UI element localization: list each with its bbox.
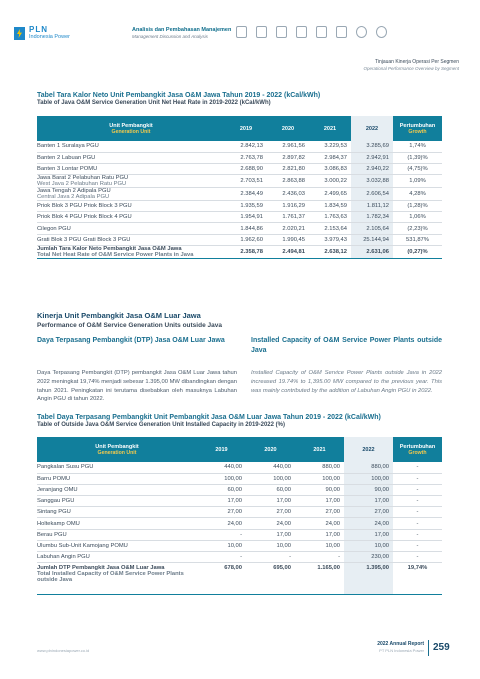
table-cell: 2.688,90 bbox=[225, 163, 267, 174]
row-label: Sintang PGU bbox=[37, 507, 197, 518]
financial-icon[interactable] bbox=[316, 26, 327, 38]
total-cell: 2.638,12 bbox=[309, 245, 351, 258]
table-cell: 2.863,88 bbox=[267, 175, 309, 188]
table-cell: 17,00 bbox=[246, 496, 295, 507]
total-cell: 695,00 bbox=[246, 563, 295, 595]
col-header-2019: 2019 bbox=[197, 437, 246, 462]
table-cell: - bbox=[393, 484, 442, 495]
row-label: Banten 2 Labuan PGU bbox=[37, 152, 225, 163]
table-row bbox=[37, 484, 442, 495]
total-cell: 2.494,81 bbox=[267, 245, 309, 258]
table2-subtitle: Table of Outside Java O&M Service Generation Unit Installed Capacity in 2019-2022 (%) bbox=[37, 422, 285, 428]
right-column-text: Installed Capacity of O&M Service Power Plants outside Java in 2022 increased 19.74% to 1,395.00 MW compared to the previous year. This was mainly contributed by the addition of Labuhan Angin PGU in 2022. bbox=[251, 370, 442, 394]
segment-header bbox=[363, 59, 459, 71]
row-label: Sanggau PGU bbox=[37, 496, 197, 507]
table-cell: 1.935,59 bbox=[225, 201, 267, 212]
installed-capacity-table bbox=[37, 437, 442, 595]
row-label: Cilegon PGU bbox=[37, 223, 225, 234]
table-row bbox=[37, 212, 442, 223]
col-header-2022: 2022 bbox=[344, 437, 393, 462]
table-row bbox=[37, 223, 442, 234]
chapter-nav bbox=[236, 26, 396, 38]
table-cell: 27,00 bbox=[197, 507, 246, 518]
table-row bbox=[37, 163, 442, 174]
row-label: Pangkalan Susu PGU bbox=[37, 462, 197, 473]
gear-icon[interactable] bbox=[356, 26, 367, 38]
footer-divider bbox=[428, 640, 429, 656]
table-cell: 531,87% bbox=[393, 234, 442, 245]
total-cell: 1.165,00 bbox=[295, 563, 344, 595]
table-cell: 880,00 bbox=[344, 462, 393, 473]
table1-title-block bbox=[37, 92, 320, 106]
table-cell: 60,00 bbox=[246, 484, 295, 495]
profile-icon[interactable] bbox=[236, 26, 247, 38]
table-cell: - bbox=[393, 507, 442, 518]
col-header-unit: Unit Pembangkit Generation Unit bbox=[37, 116, 225, 141]
heat-rate-table bbox=[37, 116, 442, 259]
table-cell: 1.834,59 bbox=[309, 201, 351, 212]
table1-subtitle: Table of Java O&M Service Generation Unit Net Heat Rate in 2019-2022 (kCal/kWh) bbox=[37, 100, 271, 106]
governance-icon[interactable] bbox=[276, 26, 287, 38]
section-title: Kinerja Unit Pembangkit Jasa O&M Luar Jawa bbox=[37, 311, 201, 320]
table-cell: 1.811,12 bbox=[351, 201, 393, 212]
table-cell: 17,00 bbox=[197, 496, 246, 507]
total-label: Jumlah DTP Pembangkit Jasa O&M Luar Jawa Total Installed Capacity of O&M Service Power Plants outside Java bbox=[37, 563, 197, 595]
table-cell: 1.763,63 bbox=[309, 212, 351, 223]
table-cell: - bbox=[393, 473, 442, 484]
page-number: 259 bbox=[433, 642, 450, 653]
total-cell: 2.358,78 bbox=[225, 245, 267, 258]
row-label: Holtekamp OMU bbox=[37, 518, 197, 529]
table2-title: Tabel Daya Terpasang Pembangkit Unit Pembangkit Jasa O&M Luar Jawa Tahun 2019 - 2022 (kCal/kWh) bbox=[37, 414, 381, 421]
report-company: PT PLN Indonesia Power bbox=[379, 648, 424, 653]
row-label: Berau PGU bbox=[37, 529, 197, 540]
table-cell: - bbox=[246, 552, 295, 563]
pln-logo-icon bbox=[14, 27, 25, 40]
table2-title-block bbox=[37, 414, 381, 428]
row-label: Jawa Tengah 2 Adipala PGU Central Java 2 Adipala PGU bbox=[37, 188, 225, 201]
col-header-growth: Pertumbuhan Growth bbox=[393, 437, 442, 462]
table-cell: 90,00 bbox=[344, 484, 393, 495]
table-cell: 10,00 bbox=[344, 540, 393, 551]
left-column-text: Daya Terpasang Pembangkit (DTP) pembangkit Jasa O&M Luar Jawa tahun 2022 meningkat 19,74% menjadi sebesar 1.395,00 MW dibandingkan dengan tahun 2021. Peningkatan ini terutama disebabkan oleh masuknya Labuhan Angin PGU di tahun 2022. bbox=[37, 370, 237, 403]
table-cell: (1,28)% bbox=[393, 201, 442, 212]
table-cell: 60,00 bbox=[197, 484, 246, 495]
table-cell: 24,00 bbox=[344, 518, 393, 529]
table-cell: 17,00 bbox=[344, 496, 393, 507]
table-cell: 100,00 bbox=[295, 473, 344, 484]
row-label: Priok Blok 4 PGU Priok Block 4 PGU bbox=[37, 212, 225, 223]
table-cell: (1,39)% bbox=[393, 152, 442, 163]
table-cell: 1,09% bbox=[393, 175, 442, 188]
table-cell: 90,00 bbox=[295, 484, 344, 495]
company-logo bbox=[14, 26, 70, 41]
segment-title-en: Operational Performance Overview by Segment bbox=[363, 66, 459, 71]
col-header-2021: 2021 bbox=[295, 437, 344, 462]
table-cell: (4,75)% bbox=[393, 163, 442, 174]
col-header-2021: 2021 bbox=[309, 116, 351, 141]
section-heading bbox=[37, 311, 222, 329]
table-row bbox=[37, 141, 442, 152]
col-header-2020: 2020 bbox=[267, 116, 309, 141]
table-cell: - bbox=[393, 496, 442, 507]
table-row bbox=[37, 152, 442, 163]
total-cell: 678,00 bbox=[197, 563, 246, 595]
table-cell: 17,00 bbox=[295, 496, 344, 507]
row-label: Priok Blok 3 PGU Priok Block 3 PGU bbox=[37, 201, 225, 212]
table-row bbox=[37, 507, 442, 518]
table-cell: 2.961,56 bbox=[267, 141, 309, 152]
total-row bbox=[37, 563, 442, 595]
table-cell: 2.105,64 bbox=[351, 223, 393, 234]
table-cell: 2.842,13 bbox=[225, 141, 267, 152]
table-row bbox=[37, 529, 442, 540]
table-cell: - bbox=[393, 540, 442, 551]
table-row bbox=[37, 234, 442, 245]
chapter-title-id: Analisis dan Pembahasan Manajemen bbox=[132, 27, 232, 33]
table-cell: 10,00 bbox=[295, 540, 344, 551]
table-cell: - bbox=[393, 552, 442, 563]
col-header-growth: Pertumbuhan Growth bbox=[393, 116, 442, 141]
table-row bbox=[37, 552, 442, 563]
col-header-2019: 2019 bbox=[225, 116, 267, 141]
table-cell: 17,00 bbox=[246, 529, 295, 540]
table-cell: 2.606,54 bbox=[351, 188, 393, 201]
table-cell: 3.229,53 bbox=[309, 141, 351, 152]
table-row bbox=[37, 518, 442, 529]
table1-title: Tabel Tara Kalor Neto Unit Pembangkit Jasa O&M Jawa Tahun 2019 - 2022 (kCal/kWh) bbox=[37, 92, 321, 99]
section-subtitle: Performance of O&M Service Generation Units outside Java bbox=[37, 322, 222, 329]
total-cell: (0,27)% bbox=[393, 245, 442, 258]
table-cell: 27,00 bbox=[344, 507, 393, 518]
row-label: Jawa Barat 2 Pelabuhan Ratu PGU West Java 2 Pelabuhan Ratu PGU bbox=[37, 175, 225, 188]
table-cell: 4,28% bbox=[393, 188, 442, 201]
table-cell: 1.916,29 bbox=[267, 201, 309, 212]
table-cell: 100,00 bbox=[197, 473, 246, 484]
total-cell: 1.395,00 bbox=[344, 563, 393, 595]
table-cell: - bbox=[393, 518, 442, 529]
chapter-title bbox=[132, 27, 231, 39]
table-row bbox=[37, 188, 442, 201]
total-cell: 19,74% bbox=[393, 563, 442, 595]
table-row bbox=[37, 201, 442, 212]
table-cell: 2.897,82 bbox=[267, 152, 309, 163]
table-cell: 2.984,37 bbox=[309, 152, 351, 163]
csr-icon[interactable] bbox=[296, 26, 307, 38]
table-cell: 2.940,22 bbox=[351, 163, 393, 174]
table-cell: 25.144,94 bbox=[351, 234, 393, 245]
table-cell: 2.436,03 bbox=[267, 188, 309, 201]
row-label: Banten 3 Lontar POMU bbox=[37, 163, 225, 174]
total-cell: 2.631,06 bbox=[351, 245, 393, 258]
brand-name: PLN bbox=[29, 25, 48, 34]
report-name: 2022 Annual Report bbox=[377, 641, 424, 647]
table-cell: 440,00 bbox=[246, 462, 295, 473]
table-cell: 100,00 bbox=[246, 473, 295, 484]
table-row bbox=[37, 473, 442, 484]
table-cell: (2,23)% bbox=[393, 223, 442, 234]
table-cell: 1,06% bbox=[393, 212, 442, 223]
table-cell: 2.499,65 bbox=[309, 188, 351, 201]
table-cell: 1.990,45 bbox=[267, 234, 309, 245]
table-row bbox=[37, 462, 442, 473]
table-cell: 3.979,43 bbox=[309, 234, 351, 245]
table-cell: - bbox=[393, 529, 442, 540]
table-row bbox=[37, 540, 442, 551]
table-cell: 2.763,78 bbox=[225, 152, 267, 163]
table-cell: 880,00 bbox=[295, 462, 344, 473]
table-cell: 27,00 bbox=[246, 507, 295, 518]
page-header bbox=[0, 0, 480, 52]
table-cell: 3.000,22 bbox=[309, 175, 351, 188]
row-label: Labuhan Angin PGU bbox=[37, 552, 197, 563]
left-column-heading: Daya Terpasang Pembangkit (DTP) Jasa O&M Luar Jawa bbox=[37, 337, 225, 344]
table-cell: 1.844,86 bbox=[225, 223, 267, 234]
table-cell: 17,00 bbox=[295, 529, 344, 540]
total-label: Jumlah Tara Kalor Neto Pembangkit Jasa O&M Jawa Total Net Heat Rate of O&M Service Power Plants in Java bbox=[37, 245, 225, 258]
col-header-unit: Unit Pembangkit Generation Unit bbox=[37, 437, 197, 462]
segment-title: Tinjauan Kinerja Operasi Per Segmen bbox=[374, 59, 459, 65]
right-column-heading: Installed Capacity of O&M Service Power Plants outside Java bbox=[251, 337, 442, 354]
table-cell: - bbox=[197, 529, 246, 540]
table-cell: 27,00 bbox=[295, 507, 344, 518]
table-cell: 3.032,88 bbox=[351, 175, 393, 188]
table-cell: 24,00 bbox=[197, 518, 246, 529]
row-label: Banten 1 Suralaya PGU bbox=[37, 141, 225, 152]
table-cell: 1,74% bbox=[393, 141, 442, 152]
table-cell: 10,00 bbox=[246, 540, 295, 551]
row-label: Barru POMU bbox=[37, 473, 197, 484]
table-cell: 10,00 bbox=[197, 540, 246, 551]
table-cell: 230,00 bbox=[344, 552, 393, 563]
table-cell: - bbox=[393, 462, 442, 473]
table-row bbox=[37, 175, 442, 188]
table-cell: - bbox=[197, 552, 246, 563]
col-header-2022: 2022 bbox=[351, 116, 393, 141]
chapter-title-en: Management Discussion and Analysis bbox=[132, 34, 208, 39]
brand-sub: Indonesia Power bbox=[29, 34, 70, 40]
table-cell: 2.821,80 bbox=[267, 163, 309, 174]
table-cell: 1.962,60 bbox=[225, 234, 267, 245]
table-cell: 2.384,49 bbox=[225, 188, 267, 201]
table-cell: 2.020,21 bbox=[267, 223, 309, 234]
table-cell: 1.761,37 bbox=[267, 212, 309, 223]
col-header-2020: 2020 bbox=[246, 437, 295, 462]
globe-icon[interactable] bbox=[376, 26, 387, 38]
report-icon[interactable] bbox=[256, 26, 267, 38]
total-row bbox=[37, 245, 442, 258]
table-cell: 24,00 bbox=[295, 518, 344, 529]
row-label: Grati Blok 3 PGU Grati Block 3 PGU bbox=[37, 234, 225, 245]
table-cell: 2.153,64 bbox=[309, 223, 351, 234]
table-cell: 3.285,69 bbox=[351, 141, 393, 152]
footer-report bbox=[370, 641, 424, 653]
table-cell: 2.942,91 bbox=[351, 152, 393, 163]
footer-url[interactable]: www.plnindonesiapower.co.id bbox=[37, 648, 90, 653]
table-cell: 1.782,34 bbox=[351, 212, 393, 223]
table-cell: - bbox=[295, 552, 344, 563]
table-cell: 1.954,91 bbox=[225, 212, 267, 223]
table-cell: 17,00 bbox=[344, 529, 393, 540]
row-label: Jeranjang OMU bbox=[37, 484, 197, 495]
table-cell: 100,00 bbox=[344, 473, 393, 484]
analysis-icon[interactable] bbox=[336, 26, 347, 38]
table-row bbox=[37, 496, 442, 507]
table-cell: 24,00 bbox=[246, 518, 295, 529]
row-label: Ulumbu Sub-Unit Kamojang POMU bbox=[37, 540, 197, 551]
table-cell: 440,00 bbox=[197, 462, 246, 473]
table-cell: 3.086,83 bbox=[309, 163, 351, 174]
table-cell: 2.703,51 bbox=[225, 175, 267, 188]
